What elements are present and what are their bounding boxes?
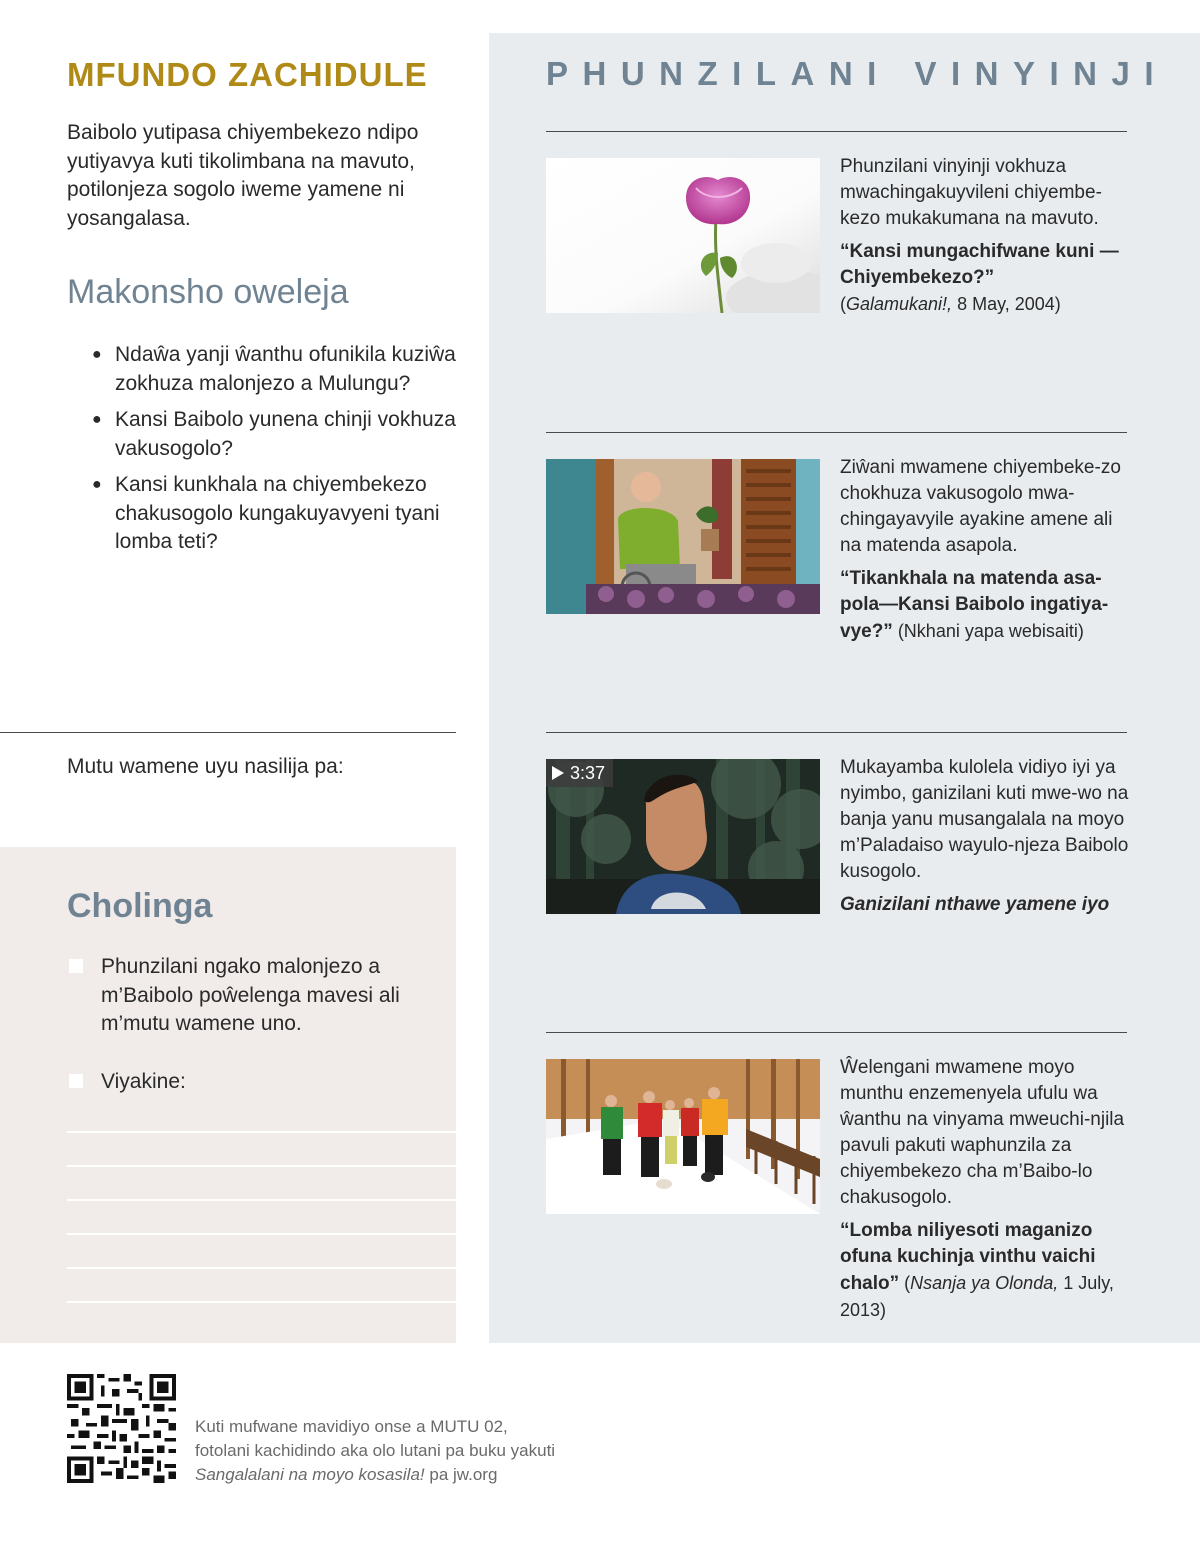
video-duration: 3:37: [570, 763, 606, 783]
entry-text: [840, 755, 1130, 918]
writing-line[interactable]: [67, 1233, 456, 1235]
writing-line[interactable]: [67, 1131, 456, 1133]
question-item: [92, 406, 457, 463]
man-in-wheelchair-photo[interactable]: [546, 459, 820, 614]
entry-divider: [546, 1032, 1127, 1033]
entry-text: [840, 1055, 1130, 1324]
entry-divider: [546, 732, 1127, 733]
goal-item[interactable]: [67, 953, 447, 1039]
reference-title[interactable]: “Tikankhala na matenda asa-pola—Kansi Baibolo ingatiya-vye?”: [840, 568, 1109, 642]
goal-item-other[interactable]: [67, 1068, 447, 1097]
goal-text: Viyakine:: [101, 1070, 186, 1093]
entry-description: Ziŵani mwamene chiyembeke-zo chokhuza vakusogolo mwa-chingayavyile ayakine amene ali na matenda asapola.: [840, 457, 1121, 556]
entry-text: [840, 154, 1130, 318]
goal-title: Cholinga: [67, 887, 213, 925]
reference-title[interactable]: “Kansi mungachifwane kuni —Chiyembekezo?”: [840, 241, 1119, 288]
book-title[interactable]: Sangalalani na moyo kosasila!: [195, 1465, 425, 1484]
explore-title: PHUNZILANI VINYINJI: [546, 55, 1169, 92]
entry-divider: [546, 131, 1127, 132]
site-link[interactable]: pa jw.org: [424, 1465, 498, 1484]
footer-line: fotolani kachidindo aka olo lutani pa buku yakuti: [195, 1441, 556, 1460]
man-in-forest-video[interactable]: [546, 759, 820, 914]
entry-text: [840, 455, 1130, 645]
reference-title[interactable]: “Lomba niliyesoti maganizo ofuna kuchinja vinthu vaichi chalo”: [840, 1220, 1096, 1294]
qr-code-icon[interactable]: [67, 1374, 176, 1483]
family-walking-in-snow-photo[interactable]: [546, 1059, 820, 1214]
section-divider: [0, 732, 456, 733]
question-text: Kansi kunkhala na chiyembekezo chakusogolo kungakuyavyeni tyani lomba teti?: [115, 473, 440, 553]
checkbox[interactable]: [69, 1074, 83, 1088]
completion-date-label: Mutu wamene uyu nasilija pa:: [67, 755, 344, 778]
question-item: [92, 341, 457, 398]
entry-description: Phunzilani vinyinji vokhuza mwachingakuyvileni chiyembe-kezo mukakumana na mavuto.: [840, 156, 1102, 229]
question-item: [92, 471, 457, 557]
footer-line: Kuti mufwane mavidiyo onse a MUTU 02,: [195, 1417, 508, 1436]
bullet-icon: ●: [92, 346, 102, 363]
question-text: Kansi Baibolo yunena chinji vokhuza vakusogolo?: [115, 408, 456, 460]
question-text: Ndaŵa yanji ŵanthu ofunikila kuziŵa zokhuza malonjezo a Mulungu?: [115, 343, 456, 395]
reference-source: (Nsanja ya Olonda, 1 July, 2013): [840, 1273, 1114, 1320]
reference-source: (Galamukani!, 8 May, 2004): [840, 294, 1061, 314]
goal-text: Phunzilani ngako malonjezo a m’Baibolo poŵelenga mavesi ali m’mutu wamene uno.: [101, 955, 400, 1035]
pink-flower-photo[interactable]: [546, 158, 820, 313]
writing-line[interactable]: [67, 1267, 456, 1269]
play-icon[interactable]: [552, 766, 564, 780]
entry-description: Mukayamba kulolela vidiyo iyi ya nyimbo, ganizilani kuti mwe-wo na banja yanu musangalala na moyo m’Paladaiso wayulo-njeza Baibolo kusogolo.: [840, 757, 1129, 882]
entry-reference[interactable]: [840, 566, 1130, 645]
summary-text: Baibolo yutipasa chiyembekezo ndipo yutiyavya kuti tikolimbana na mavuto, potilonjeza sogolo iweme yamene ni yosangalasa.: [67, 121, 419, 230]
bullet-icon: ●: [92, 411, 102, 428]
entry-reference[interactable]: [840, 239, 1130, 318]
entry-divider: [546, 432, 1127, 433]
bullet-icon: ●: [92, 476, 102, 493]
writing-line[interactable]: [67, 1199, 456, 1201]
questions-title: Makonsho oweleja: [67, 273, 349, 311]
reference-source: (Nkhani yapa webisaiti): [892, 621, 1084, 641]
summary-title: MFUNDO ZACHIDULE: [67, 56, 428, 93]
entry-reference[interactable]: [840, 1218, 1130, 1324]
checkbox[interactable]: [69, 959, 83, 973]
video-duration-badge[interactable]: [546, 759, 613, 787]
writing-line[interactable]: [67, 1165, 456, 1167]
question-list: [92, 341, 457, 565]
writing-line[interactable]: [67, 1301, 456, 1303]
entry-description: Ŵelengani mwamene moyo munthu enzemenyela ufulu wa ŵanthu na vinyama mweuchi-njila pavuli pakuti waphunzila za chiyembekezo cha m’Baibo-lo chakusogolo.: [840, 1057, 1125, 1208]
video-title[interactable]: Ganizilani nthawe yamene iyo: [840, 894, 1110, 915]
footer-text: [195, 1415, 715, 1487]
